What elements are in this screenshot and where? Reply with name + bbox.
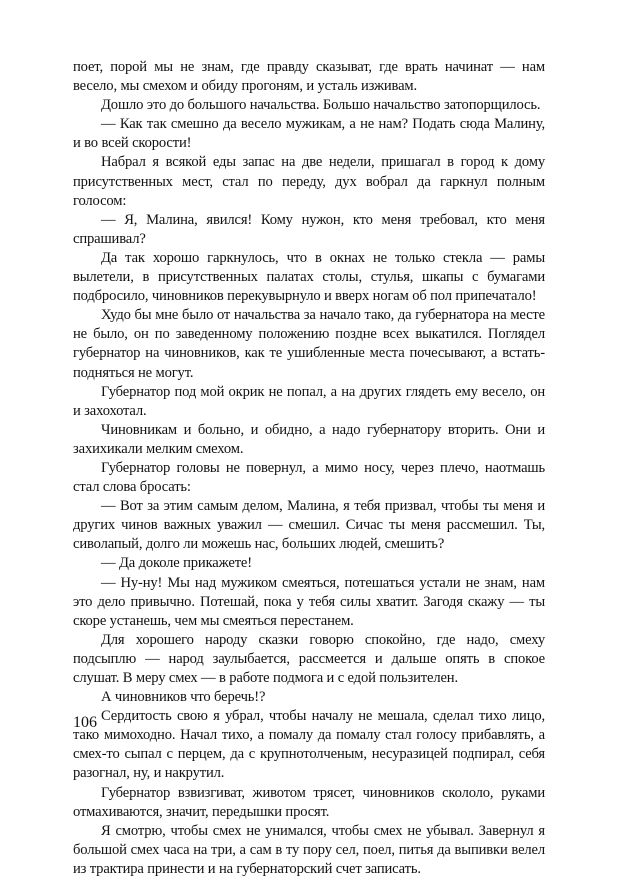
paragraph: Набрал я всякой еды запас на две недели, пришагал в город к дому присутственных мест, стал по переду, дух вобрал да гаркнул полным голосом: — [73, 154, 545, 209]
paragraph: Худо бы мне было от начальства за начало тако, да губернатора на месте не было, он по заведенному положению поздне всех выкатился. Поглядел губернатор на чиновников, как те ушибленные места почесывают, а встать-подняться не могут. — [73, 307, 545, 381]
paragraph: Губернатор головы не повернул, а мимо носу, через плечо, наотмашь стал слова бросать: — [73, 459, 545, 496]
paragraph: — Вот за этим самым делом, Малина, я тебя призвал, чтобы ты меня и других чинов важных уважил — смешил. Сичас ты меня рассмешил. Ты, сиволапый, долго ли можешь нас, больших людей, смешить? — [73, 498, 545, 553]
paragraph: Для хорошего народу сказки говорю спокойно, где надо, смеху подсыплю — народ заулыбается, рассмеется и дальше опять в спокое слушат. В меру смех — в работе подмога и с едой пользителен. — [73, 631, 545, 686]
paragraph: — Ну-ну! Мы над мужиком смеяться, потешаться устали не знам, нам это дело привычно. Потешай, пока у тебя силы хватит. Загодя скажу — ты скоре устанешь, чем мы смеяться перестанем. — [73, 574, 545, 629]
page-number: 106 — [73, 714, 97, 731]
paragraph: — Да доколе прикажете! — [101, 555, 252, 572]
paragraph: — Как так смешно да весело мужикам, а не нам? Подать сюда Малину, и во всей скорости! — [73, 116, 545, 152]
paragraph: Я смотрю, чтобы смех не унимался, чтобы смех не убывал. Завернул я большой смех часа на три, а сам в ту пору сел, поел, питья да выпивки велел из трактира принести и на губернаторский счет записать. — [73, 822, 545, 877]
paragraph: поет, порой мы не знам, где правду сказыват, где врать начинат — нам весело, мы смехом и обиду прогоням, и усталь изживам. — [73, 59, 545, 95]
paragraph: Чиновникам и больно, и обидно, а надо губернатору вторить. Они и захихикали мелким смехом. — [73, 421, 545, 457]
paragraph: — Я, Малина, явился! Кому нужон, кто меня требовал, кто меня спрашивал? — [73, 211, 545, 247]
paragraph: Губернатор взвизгиват, животом трясет, чиновников скололо, руками отмахиваются, значит, передышки просят. — [73, 784, 545, 820]
paragraph: Дошло это до большого начальства. Большо начальство затопорщилось. — [101, 97, 541, 114]
body-text — [73, 58, 545, 879]
paragraph: А чиновников что беречь!? — [101, 689, 266, 706]
paragraph: Сердитость свою я убрал, чтобы началу не мешала, сделал тихо лицо, тако мимоходно. Начал тихо, а помалу да помалу стал голосу прибавлять, а смех-то сыпал с перцем, да с крупнотолченым, несуразицей подпирал, себя разогнал, ну, и накрутил. — [73, 708, 545, 782]
paragraph: Губернатор под мой окрик не попал, а на других глядеть ему весело, он и захохотал. — [73, 383, 545, 419]
paragraph: Да так хорошо гаркнулось, что в окнах не только стекла — рамы вылетели, в присутственных палатах столы, стулья, шкапы с бумагами подбросило, чиновников перекувырнуло и вверх ногам об пол припечатало! — [73, 249, 545, 305]
